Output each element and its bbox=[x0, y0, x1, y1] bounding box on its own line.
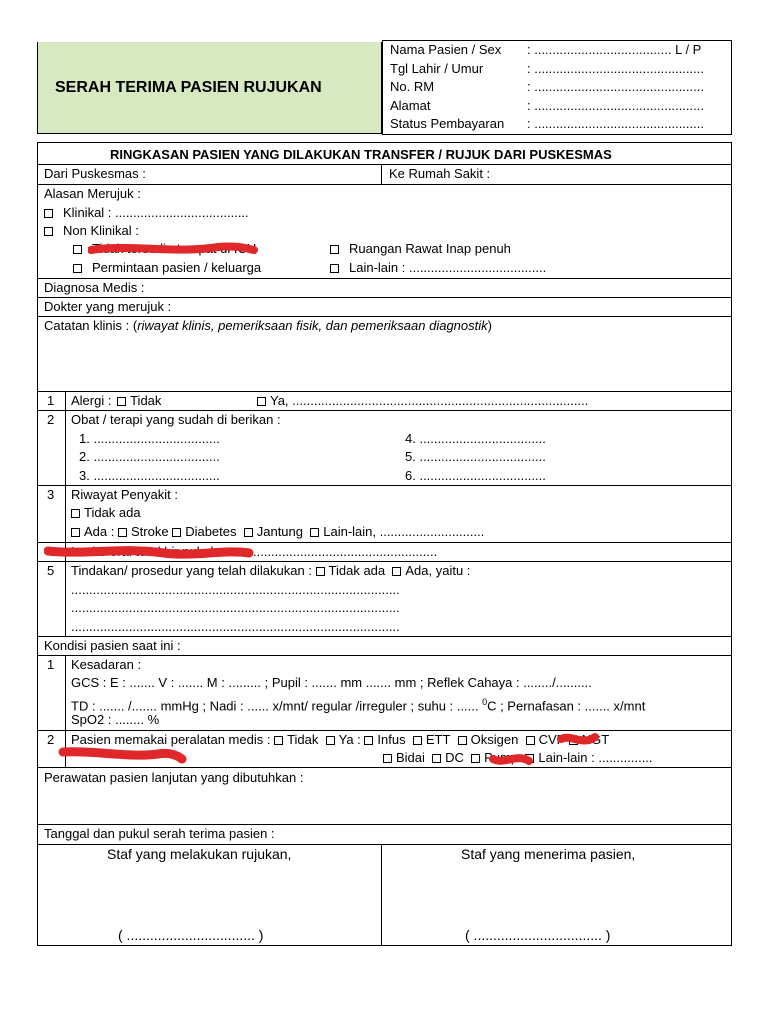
equipment-yes-label: Ya : bbox=[338, 732, 361, 747]
history-other-label: Lain-lain, ............................. bbox=[323, 524, 485, 539]
allergy-label: Alergi : bbox=[71, 393, 112, 408]
meds-line-6[interactable]: 6. ................................... bbox=[405, 468, 546, 483]
equipment-no-label: Tidak bbox=[287, 732, 319, 747]
divider bbox=[37, 542, 732, 543]
payment-status-value[interactable]: : ............................................... bbox=[527, 116, 704, 131]
divider bbox=[37, 561, 732, 562]
checkbox-icon[interactable] bbox=[316, 567, 325, 576]
sender-signature-line[interactable]: ( ................................. ) bbox=[118, 927, 264, 943]
history-stroke-label: Stroke bbox=[130, 524, 169, 539]
checkbox-icon[interactable] bbox=[73, 245, 82, 254]
reason-option-ward-full[interactable] bbox=[330, 241, 511, 257]
history-none-label: Tidak ada bbox=[84, 505, 141, 520]
divider bbox=[37, 844, 732, 845]
redaction-mark bbox=[88, 242, 258, 256]
referring-doctor-field[interactable]: Dokter yang merujuk : bbox=[44, 299, 172, 314]
redaction-mark bbox=[44, 544, 254, 560]
checkbox-icon[interactable] bbox=[244, 528, 253, 537]
address-value[interactable]: : ............................................... bbox=[527, 98, 704, 113]
to-hospital-field[interactable]: Ke Rumah Sakit : bbox=[389, 166, 491, 181]
diagnosis-field[interactable]: Diagnosa Medis : bbox=[44, 280, 145, 295]
handover-time-field[interactable]: Tanggal dan pukul serah terima pasien : bbox=[44, 826, 275, 841]
divider bbox=[37, 184, 732, 185]
equipment-dc-label: DC bbox=[445, 750, 464, 765]
checkbox-icon[interactable] bbox=[172, 528, 181, 537]
divider bbox=[37, 316, 732, 317]
header-left-edge bbox=[37, 42, 38, 134]
checkbox-icon[interactable] bbox=[432, 754, 441, 763]
checkbox-icon[interactable] bbox=[274, 736, 283, 745]
reason-option-other[interactable] bbox=[330, 260, 546, 276]
checkbox-icon[interactable] bbox=[73, 264, 82, 273]
signature-divider bbox=[381, 844, 382, 946]
reason-option-other-label: Lain-lain : ...................................... bbox=[349, 260, 547, 275]
meds-line-3[interactable]: 3. ................................... bbox=[79, 468, 220, 483]
allergy-yes-label: Ya, .................................................................................. bbox=[270, 393, 589, 408]
clinical-notes-suffix: ) bbox=[487, 318, 492, 333]
clinical-notes-field[interactable] bbox=[44, 318, 492, 334]
equipment-ngt-label: NGT bbox=[581, 732, 610, 747]
equipment-ett-label: ETT bbox=[425, 732, 451, 747]
history-yes-label: Ada : bbox=[84, 524, 115, 539]
checkbox-icon[interactable] bbox=[383, 754, 392, 763]
meds-line-5[interactable]: 5. ................................... bbox=[405, 449, 546, 464]
divider bbox=[37, 636, 732, 637]
sender-staff-label: Staf yang melakukan rujukan, bbox=[107, 846, 292, 862]
checkbox-icon[interactable] bbox=[117, 397, 126, 406]
divider bbox=[37, 164, 732, 165]
procedures-line-1[interactable]: ........................................................................................... bbox=[71, 582, 400, 597]
equipment-other-label: Lain-lain : ............... bbox=[538, 750, 653, 765]
clinical-notes-hint: riwayat klinis, pemeriksaan fisik, dan pemeriksaan diagnostik bbox=[137, 318, 488, 333]
meds-label: Obat / terapi yang sudah di berikan : bbox=[71, 412, 281, 427]
meds-line-2[interactable]: 2. ................................... bbox=[79, 449, 220, 464]
row-number: 1 bbox=[47, 657, 55, 672]
checkbox-icon[interactable] bbox=[526, 736, 535, 745]
non-clinical-reason-option[interactable] bbox=[44, 223, 139, 239]
checkbox-icon[interactable] bbox=[471, 754, 480, 763]
checkbox-icon[interactable] bbox=[257, 397, 266, 406]
row-number: 2 bbox=[47, 732, 55, 747]
spo2-field[interactable]: SpO2 : ........ % bbox=[71, 712, 160, 727]
intake-label: Intake oral terakhir pukul bbox=[71, 544, 214, 559]
history-none-option[interactable] bbox=[71, 505, 141, 521]
divider bbox=[37, 824, 732, 825]
checkbox-icon[interactable] bbox=[458, 736, 467, 745]
medical-record-label: No. RM bbox=[390, 79, 435, 94]
clinical-reason-option[interactable] bbox=[44, 205, 249, 221]
checkbox-icon[interactable] bbox=[330, 264, 339, 273]
receiver-signature-line[interactable]: ( ................................. ) bbox=[465, 927, 611, 943]
checkbox-icon[interactable] bbox=[413, 736, 422, 745]
reason-option-family-label: Permintaan pasien / keluarga bbox=[92, 260, 262, 275]
vital-signs-part-1: TD : ....... /....... mmHg ; Nadi : ...... x/mnt/ regular /irreguler ; suhu : ...... bbox=[71, 698, 483, 714]
meds-line-4[interactable]: 4. ................................... bbox=[405, 431, 546, 446]
checkbox-icon[interactable] bbox=[44, 209, 53, 218]
procedures-row bbox=[71, 563, 470, 579]
degree-superscript: 0 bbox=[482, 697, 488, 707]
non-clinical-reason-label: Non Klinikal : bbox=[63, 223, 139, 238]
row-number: 4 bbox=[47, 544, 55, 559]
birthdate-label: Tgl Lahir / Umur bbox=[390, 61, 484, 76]
checkbox-icon[interactable] bbox=[44, 227, 53, 236]
divider bbox=[37, 391, 732, 392]
intake-field[interactable]: ................................................... bbox=[253, 544, 438, 559]
gcs-field[interactable]: GCS : E : ....... V : ....... M : ......... ; Pupil : ....... mm ....... mm ; Reflek Cahaya : ......../.......... bbox=[71, 675, 592, 690]
equipment-splint-label: Bidai bbox=[396, 750, 425, 765]
clinical-reason-label: Klinikal : ..................................... bbox=[63, 205, 249, 220]
equipment-cvp-label: CVP bbox=[538, 732, 566, 747]
procedures-yes-label: Ada, yaitu : bbox=[405, 563, 471, 578]
consciousness-label: Kesadaran : bbox=[71, 657, 142, 672]
redaction-mark bbox=[557, 731, 601, 751]
patient-name-value[interactable]: : ...................................... L / P bbox=[527, 42, 702, 57]
equipment-oxygen-label: Oksigen bbox=[470, 732, 519, 747]
vital-signs-part-2: C ; Pernafasan : ....... x/mnt bbox=[487, 698, 646, 714]
procedures-label: Tindakan/ prosedur yang telah dilakukan : bbox=[71, 563, 312, 578]
equipment-infus-label: Infus bbox=[377, 732, 406, 747]
from-puskesmas-field[interactable]: Dari Puskesmas : bbox=[44, 166, 146, 181]
history-options-row bbox=[71, 524, 484, 540]
allergy-yes-option[interactable] bbox=[257, 393, 588, 409]
address-label: Alamat bbox=[390, 98, 431, 113]
form-title: SERAH TERIMA PASIEN RUJUKAN bbox=[55, 79, 322, 96]
divider bbox=[37, 297, 732, 298]
row-number: 2 bbox=[47, 412, 55, 427]
checkbox-icon[interactable] bbox=[364, 736, 373, 745]
equipment-label: Pasien memakai peralatan medis : bbox=[71, 732, 271, 747]
condition-heading: Kondisi pasien saat ini : bbox=[44, 638, 181, 653]
divider bbox=[37, 730, 732, 731]
checkbox-icon[interactable] bbox=[330, 245, 339, 254]
number-column-divider bbox=[65, 391, 66, 636]
history-label: Riwayat Penyakit : bbox=[71, 487, 178, 502]
procedures-none-label: Tidak ada bbox=[328, 563, 386, 578]
equipment-pump-label: Pump bbox=[484, 750, 519, 765]
allergy-no-label: Tidak bbox=[130, 393, 162, 408]
reason-option-ward-label: Ruangan Rawat Inap penuh bbox=[349, 241, 511, 256]
reason-option-icu-label: Tidak tersedia tempat di ICU bbox=[92, 241, 257, 256]
row-number: 1 bbox=[47, 393, 55, 408]
procedures-line-2[interactable]: ........................................................................................... bbox=[71, 600, 400, 615]
receiver-staff-label: Staf yang menerima pasien, bbox=[461, 846, 636, 862]
checkbox-icon[interactable] bbox=[71, 528, 80, 537]
row-number: 3 bbox=[47, 487, 55, 502]
medical-record-value[interactable]: : ............................................... bbox=[527, 79, 704, 94]
birthdate-value[interactable]: : ............................................... bbox=[527, 61, 704, 76]
history-heart-label: Jantung bbox=[256, 524, 303, 539]
procedures-line-3[interactable]: ........................................................................................... bbox=[71, 619, 400, 634]
divider bbox=[37, 767, 732, 768]
divider bbox=[37, 655, 732, 656]
allergy-field bbox=[71, 393, 161, 409]
divider bbox=[37, 278, 732, 279]
meds-line-1[interactable]: 1. ................................... bbox=[79, 431, 220, 446]
history-diabetes-label: Diabetes bbox=[185, 524, 237, 539]
reason-heading: Alasan Merujuk : bbox=[44, 186, 141, 201]
divider bbox=[381, 164, 382, 184]
payment-status-label: Status Pembayaran bbox=[390, 116, 505, 131]
checkbox-icon[interactable] bbox=[392, 567, 401, 576]
follow-up-care-field[interactable]: Perawatan pasien lanjutan yang dibutuhkan : bbox=[44, 770, 304, 785]
checkbox-icon[interactable] bbox=[71, 509, 80, 518]
divider bbox=[37, 410, 732, 411]
summary-title: RINGKASAN PASIEN YANG DILAKUKAN TRANSFER / RUJUK DARI PUSKESMAS bbox=[110, 147, 612, 162]
reason-option-family-request[interactable] bbox=[73, 260, 261, 276]
redaction-mark bbox=[58, 746, 188, 768]
checkbox-icon[interactable] bbox=[310, 528, 319, 537]
divider bbox=[37, 485, 732, 486]
row-number: 5 bbox=[47, 563, 55, 578]
checkbox-icon[interactable] bbox=[326, 736, 335, 745]
clinical-notes-prefix: Catatan klinis : ( bbox=[44, 318, 138, 333]
patient-name-label: Nama Pasien / Sex bbox=[390, 42, 502, 57]
checkbox-icon[interactable] bbox=[118, 528, 127, 537]
